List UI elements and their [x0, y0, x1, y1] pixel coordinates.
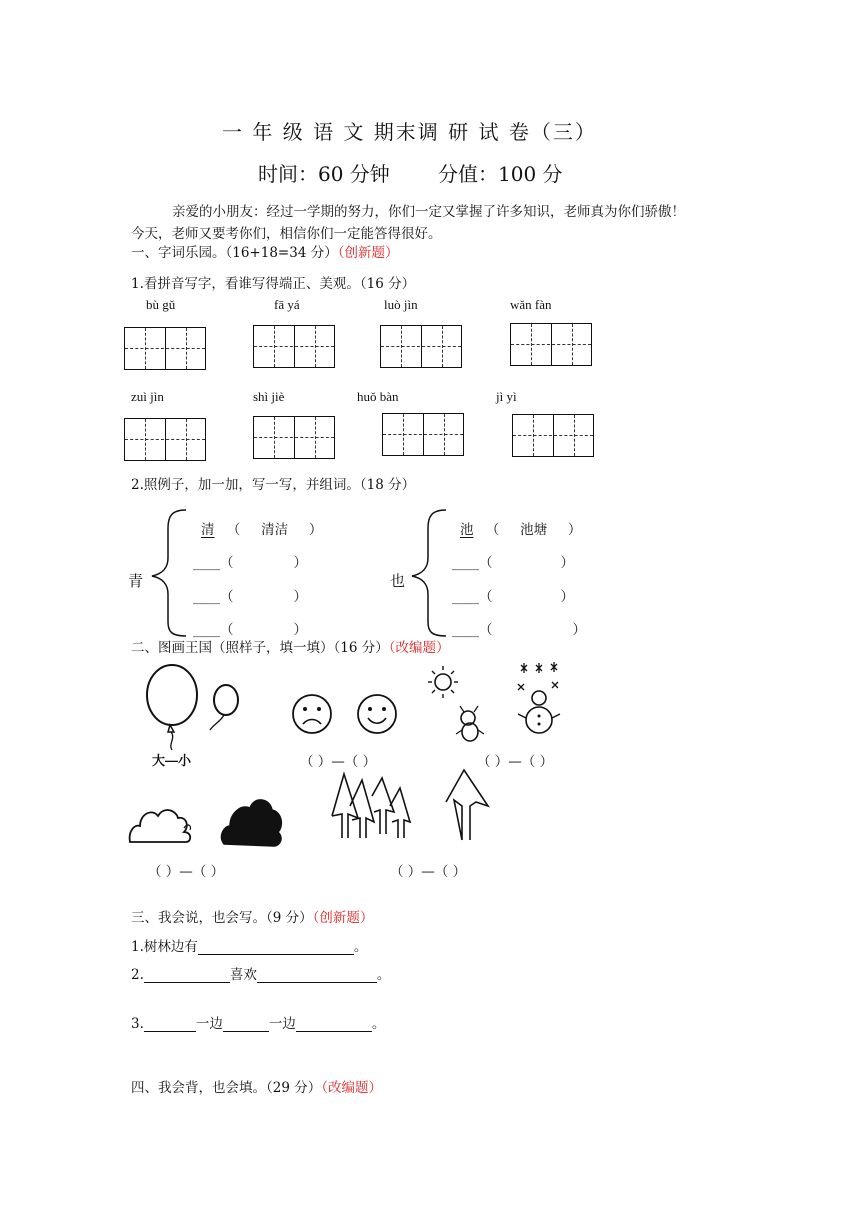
- writing-grid[interactable]: [124, 418, 206, 461]
- writing-grid[interactable]: [382, 413, 464, 456]
- section1-tag: （创新题）: [337, 245, 399, 261]
- section4-tag: （改编题）: [321, 1080, 382, 1096]
- sentence-2-prefix: 2.: [131, 967, 144, 983]
- sentence-1-prefix: 1.树林边有: [131, 939, 198, 955]
- sentence-3-mid1: 一边: [195, 1016, 223, 1032]
- blank-line[interactable]: [144, 968, 230, 983]
- sentence-1-suffix: 。: [353, 939, 368, 955]
- pinyin-bugu: bù gǔ: [146, 297, 176, 312]
- section2-tag: （改编题）: [388, 640, 450, 656]
- example-label: 大—小: [152, 753, 192, 768]
- left-example-word: 清洁: [261, 522, 289, 538]
- left-brace-icon: [150, 508, 190, 638]
- section2-heading: [131, 636, 449, 656]
- paren-open: （: [220, 589, 234, 605]
- paren-open: （: [220, 555, 234, 571]
- sentence-3-suffix: 。: [371, 1016, 386, 1032]
- paren-close: ）: [572, 622, 586, 638]
- paren-open: （: [479, 555, 493, 571]
- sentence-3-mid2: 一边: [268, 1016, 296, 1032]
- writing-grid[interactable]: [510, 323, 592, 366]
- right-example-word: 池塘: [520, 522, 548, 538]
- left-blank-row[interactable]: [193, 551, 307, 571]
- question-1-1: 1.看拼音写字，看谁写得端正、美观。（16 分）: [131, 276, 416, 292]
- blank-line: ____: [193, 589, 220, 605]
- paren-close: ）: [308, 522, 323, 538]
- left-blank-row[interactable]: [193, 585, 307, 605]
- answer-faces[interactable]: （ ）—（ ）: [300, 754, 377, 770]
- right-blank-row[interactable]: [452, 585, 574, 605]
- pinyin-zuijin: zuì jìn: [131, 389, 164, 404]
- blank-line[interactable]: [144, 1017, 196, 1032]
- faces-icon: [290, 690, 410, 740]
- writing-grid[interactable]: [512, 414, 594, 457]
- blank-line[interactable]: [223, 1017, 269, 1032]
- blank-line: ____: [452, 555, 479, 571]
- section3-heading: [131, 906, 373, 926]
- blank-line: ____: [193, 622, 220, 638]
- paren-open: （: [479, 622, 493, 638]
- pinyin-luojin: luò jìn: [384, 297, 418, 312]
- paren-open: （: [479, 589, 493, 605]
- right-brace-icon: [410, 508, 450, 638]
- answer-trees[interactable]: （ ）—（ ）: [390, 864, 467, 880]
- section2-heading-text: 二、图画王国（照样子，填一填）（16 分）: [131, 640, 389, 656]
- right-blank-row[interactable]: [452, 618, 586, 638]
- sentence-3-prefix: 3.: [131, 1016, 144, 1032]
- bushes-icon: [126, 792, 286, 852]
- writing-grid[interactable]: [253, 416, 335, 459]
- page-title: 一 年 级 语 文 期末调 研 试 卷（三）: [222, 120, 597, 144]
- pinyin-faya: fā yá: [274, 297, 300, 312]
- answer-summer-winter[interactable]: （ ）—（ ）: [477, 754, 554, 770]
- paren-open: （: [226, 522, 241, 538]
- right-example-row: [452, 518, 581, 538]
- exam-time: 时间：60 分钟: [258, 162, 390, 186]
- paren-close: ）: [560, 555, 574, 571]
- answer-bushes[interactable]: （ ）—（ ）: [148, 864, 225, 880]
- blank-line: ____: [452, 589, 479, 605]
- sentence-1[interactable]: [131, 935, 367, 955]
- balloons-icon: [140, 660, 250, 750]
- left-example-row: [193, 518, 322, 538]
- right-root-char: 也: [390, 572, 406, 590]
- writing-grid[interactable]: [124, 327, 206, 370]
- pinyin-jiyi: jì yì: [496, 389, 517, 404]
- right-blank-row[interactable]: [452, 551, 574, 571]
- blank-line[interactable]: [198, 940, 354, 955]
- writing-grid[interactable]: [253, 325, 335, 368]
- summer-winter-icon: [428, 660, 578, 745]
- pinyin-shijie: shì jiè: [253, 389, 285, 404]
- pinyin-huoban: huǒ bàn: [357, 389, 399, 404]
- paren-open: （: [220, 622, 234, 638]
- paren-open: （: [485, 522, 500, 538]
- paren-close: ）: [293, 622, 307, 638]
- left-blank-row[interactable]: [193, 618, 307, 638]
- paren-close: ）: [567, 522, 582, 538]
- sentence-2[interactable]: [131, 963, 390, 983]
- blank-line[interactable]: [296, 1017, 372, 1032]
- blank-line[interactable]: [257, 968, 377, 983]
- blank-line: ____: [452, 622, 479, 638]
- right-example-char: 池: [460, 522, 474, 538]
- writing-grid[interactable]: [380, 325, 462, 368]
- paren-close: ）: [560, 589, 574, 605]
- sentence-2-mid: 喜欢: [229, 967, 257, 983]
- paren-close: ）: [293, 555, 307, 571]
- section1-heading: [131, 241, 398, 261]
- section4-heading-text: 四、我会背，也会填。（29 分）: [131, 1080, 322, 1096]
- intro-line-1: 亲爱的小朋友：经过一学期的努力，你们一定又掌握了许多知识，老师真为你们骄傲！: [172, 204, 685, 220]
- intro-line-2: 今天，老师又要考你们，相信你们一定能答得很好。: [131, 226, 442, 242]
- left-root-char: 青: [128, 572, 144, 590]
- section3-tag: （创新题）: [312, 910, 374, 926]
- blank-line: ____: [193, 555, 220, 571]
- question-1-2: 2.照例子，加一加，写一写，并组词。（18 分）: [131, 477, 416, 493]
- sentence-2-suffix: 。: [376, 967, 391, 983]
- left-example-char: 清: [201, 522, 215, 538]
- paren-close: ）: [293, 589, 307, 605]
- sentence-3[interactable]: [131, 1012, 385, 1032]
- section3-heading-text: 三、我会说，也会写。（9 分）: [131, 910, 313, 926]
- pinyin-wanfan: wǎn fàn: [510, 297, 552, 312]
- exam-score: 分值：100 分: [438, 162, 563, 186]
- section4-heading: [131, 1076, 382, 1096]
- trees-icon: [328, 766, 503, 842]
- section1-heading-text: 一、字词乐园。（16+18=34 分）: [131, 245, 338, 261]
